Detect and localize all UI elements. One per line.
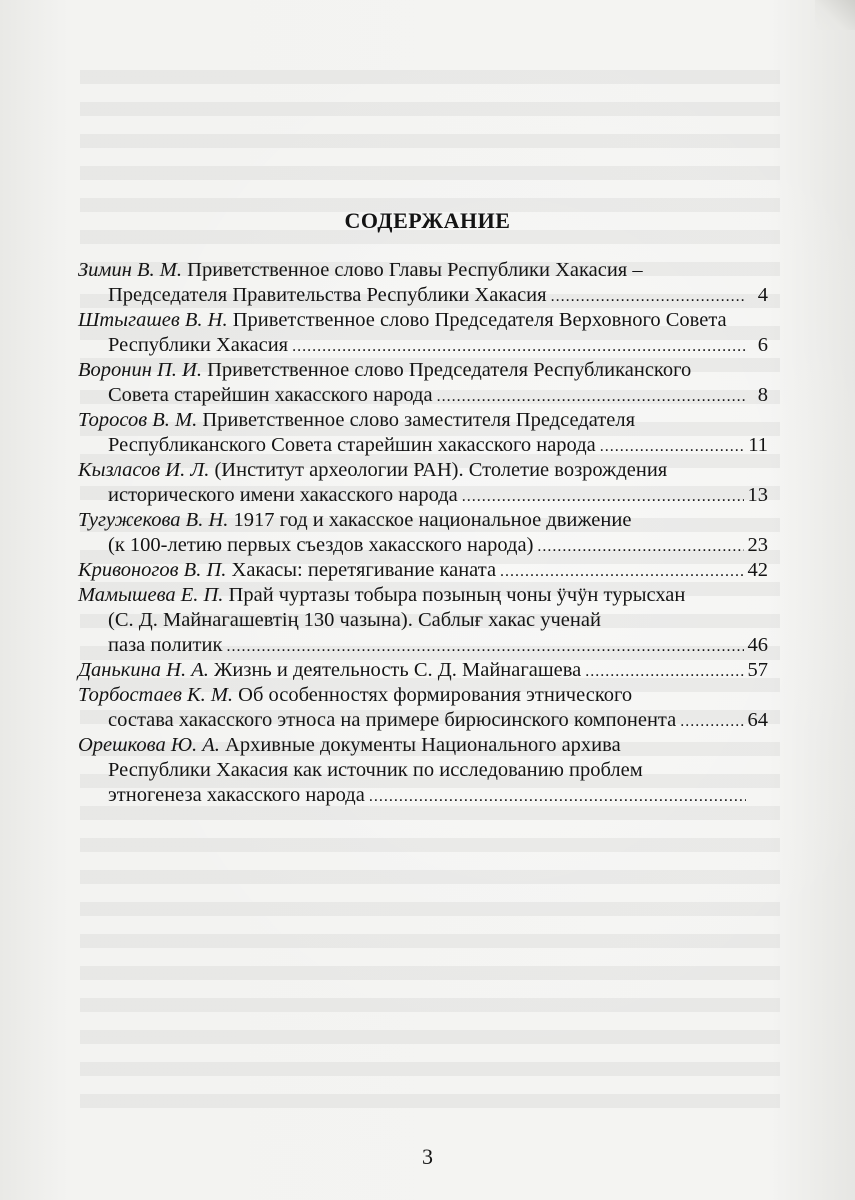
toc-entry-leader-line [78,558,768,584]
toc-entry-leader-line [108,383,768,409]
table-of-contents [0,258,855,808]
toc-entry-first-line [0,408,855,433]
dot-leader [369,784,746,809]
toc-entry-continuation: (С. Д. Майнагашевтiң 130 чазына). Саблығ хакас ученай [108,609,601,631]
toc-page-number: 23 [747,534,768,556]
toc-page-number: 57 [747,659,768,681]
toc-author: Штыгашев В. Н. [78,309,228,331]
toc-title: Архивные документы Национального архива [219,734,621,756]
toc-entry-last-line [0,633,855,658]
toc-author: Орешкова Ю. А. [78,734,220,756]
toc-entry-leader-line [108,783,768,809]
toc-entry-leader-line [108,633,768,659]
toc-page-number: 64 [747,709,768,731]
toc-title: 1917 год и хакасское национальное движение [228,509,632,531]
toc-title: Приветственное слово Председателя Республиканского [201,359,692,381]
dot-leader [226,634,743,659]
page-number: 3 [422,1144,433,1169]
toc-entry-last-line [0,783,855,808]
toc-entry-line [0,558,855,583]
toc-entry-leader-line [108,533,768,559]
toc-title: Приветственное слово Главы Республики Хакасия – [182,259,643,281]
toc-page-number: 42 [747,559,768,581]
toc-entry-last-line [0,283,855,308]
toc-entry [0,308,855,358]
toc-entry [0,558,855,583]
toc-entry-first-line [0,458,855,483]
toc-entry-text [78,558,496,583]
toc-entry-leader-line [108,433,768,459]
toc-entry-line [0,658,855,683]
toc-entry-last-line [0,483,855,508]
dot-leader [551,284,746,309]
page-corner-shadow [815,0,855,30]
toc-entry [0,683,855,733]
toc-title: Республики Хакасия [108,334,289,356]
toc-entry-text [78,658,581,683]
toc-title: исторического имени хакасского народа [108,484,458,506]
toc-page-number: 46 [747,634,768,656]
toc-title: Председателя Правительства Республики Хакасия [108,284,547,306]
toc-title: Приветственное слово заместителя Председателя [197,409,635,431]
toc-title: Совета старейшин хакасского народа [108,384,433,406]
toc-entry-last-line [0,533,855,558]
dot-leader [462,484,744,509]
toc-author: Мамышева Е. П. [78,584,224,606]
toc-author: Воронин П. И. [78,359,202,381]
toc-entry-last-line [0,708,855,733]
toc-entry-leader-line [108,708,768,734]
toc-entry-first-line [0,258,855,283]
toc-entry [0,258,855,308]
toc-page-number: 13 [747,484,768,506]
toc-page-number: 11 [748,434,768,456]
toc-entry-first-line [0,358,855,383]
toc-entry-first-line [0,683,855,708]
toc-entry [0,508,855,558]
dot-leader [437,384,746,409]
toc-author: Зимин В. М. [78,259,183,281]
toc-author: Кызласов И. Л. [78,459,210,481]
toc-title: этногенеза хакасского народа [108,784,365,806]
toc-title: Жизнь и деятельность С. Д. Майнагашева [208,659,582,681]
toc-entry-last-line [0,383,855,408]
toc-title: Приветственное слово Председателя Верховного Совета [227,309,727,331]
toc-entry-leader-line [108,333,768,359]
toc-entry-first-line [0,733,855,758]
toc-entry-first-line [0,583,855,608]
toc-title: паза политик [108,634,223,656]
toc-entry-last-line [0,433,855,458]
toc-title: Республиканского Совета старейшин хакасского народа [108,434,596,456]
toc-entry-continuation: Республики Хакасия как источник по исследованию проблем [108,759,643,781]
toc-entry-last-line [0,333,855,358]
toc-author: Торосов В. М. [78,409,198,431]
toc-author: Данькина Н. А. [78,659,209,681]
toc-entry [0,583,855,658]
toc-entry-leader-line [108,483,768,509]
toc-title: (к 100-летию первых съездов хакасского народа) [108,534,534,556]
toc-entry [0,458,855,508]
toc-page-number: 4 [757,284,768,306]
toc-title: Хакасы: перетягивание каната [226,559,497,581]
dot-leader [500,559,743,584]
dot-leader [537,534,743,559]
toc-entry-leader-line [78,658,768,684]
toc-author: Торбостаев К. М. [78,684,234,706]
toc-title: состава хакасского этноса на примере бирюсинского компонента [108,709,677,731]
toc-entry [0,358,855,408]
toc-author: Кривоногов В. П. [78,559,227,581]
toc-entry-first-line [0,308,855,333]
toc-title: Прай чуртазы тобыра позының чоны ӱчӱн турысхан [223,584,686,606]
toc-entry-first-line [0,508,855,533]
contents-title: СОДЕРЖАНИЕ [344,208,511,233]
toc-title: (Институт археологии РАН). Столетие возрождения [209,459,668,481]
dot-leader [585,659,743,684]
dot-leader [600,434,745,459]
toc-entry-leader-line [108,283,768,309]
toc-entry [0,658,855,683]
dot-leader [292,334,746,359]
toc-author: Тугужекова В. Н. [78,509,229,531]
toc-title: Об особенностях формирования этнического [233,684,633,706]
dot-leader [680,709,743,734]
toc-page-number: 6 [757,334,768,356]
toc-page-number: 8 [757,384,768,406]
toc-entry [0,733,855,808]
toc-entry [0,408,855,458]
